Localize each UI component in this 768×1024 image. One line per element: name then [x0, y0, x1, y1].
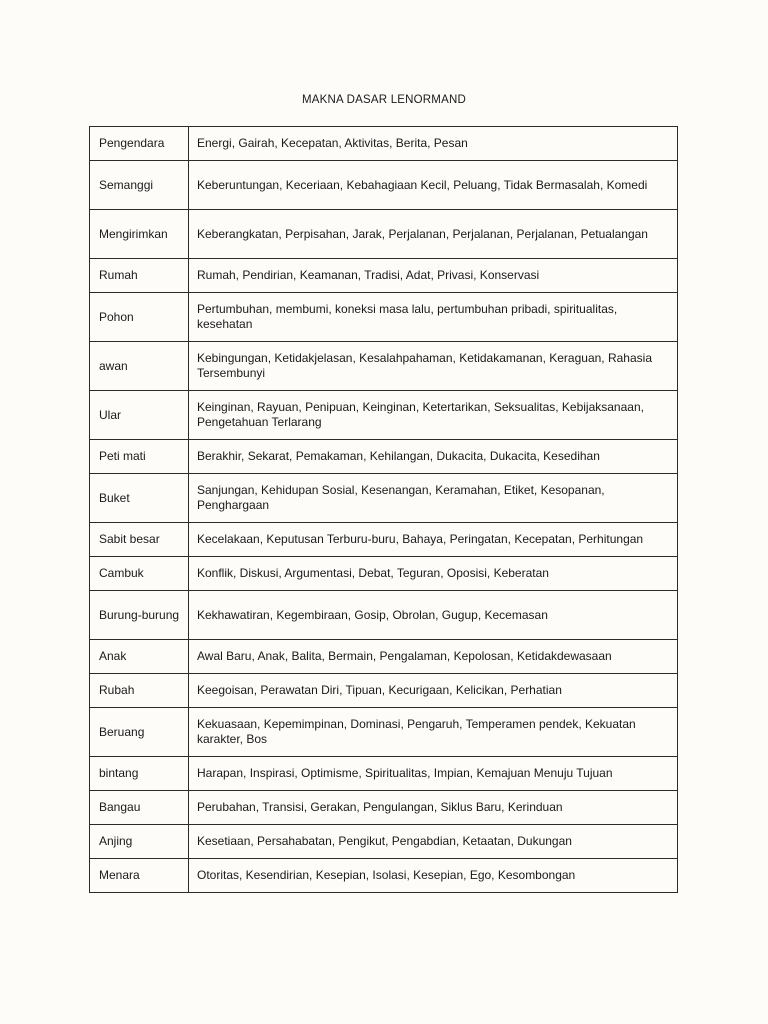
- table-row: [90, 127, 678, 161]
- card-meaning-cell: Sanjungan, Kehidupan Sosial, Kesenangan, Keramahan, Etiket, Kesopanan, Penghargaan: [189, 474, 678, 523]
- card-meaning-cell: Keberuntungan, Keceriaan, Kebahagiaan Kecil, Peluang, Tidak Bermasalah, Komedi: [189, 161, 678, 210]
- card-meaning-cell: Keberangkatan, Perpisahan, Jarak, Perjalanan, Perjalanan, Perjalanan, Petualangan: [189, 210, 678, 259]
- table-row: [90, 440, 678, 474]
- card-meaning-cell: Kebingungan, Ketidakjelasan, Kesalahpahaman, Ketidakamanan, Keraguan, Rahasia Tersembunyi: [189, 342, 678, 391]
- card-meaning-cell: Perubahan, Transisi, Gerakan, Pengulangan, Siklus Baru, Kerinduan: [189, 791, 678, 825]
- card-name-cell: Rubah: [90, 674, 189, 708]
- card-meaning-cell: Rumah, Pendirian, Keamanan, Tradisi, Adat, Privasi, Konservasi: [189, 259, 678, 293]
- card-meaning-cell: Awal Baru, Anak, Balita, Bermain, Pengalaman, Kepolosan, Ketidakdewasaan: [189, 640, 678, 674]
- table-row: [90, 161, 678, 210]
- table-row: [90, 293, 678, 342]
- table-row: [90, 391, 678, 440]
- table-row: [90, 825, 678, 859]
- lenormand-meanings-table: [89, 126, 678, 893]
- card-name-cell: Mengirimkan: [90, 210, 189, 259]
- card-name-cell: Pengendara: [90, 127, 189, 161]
- card-name-cell: Ular: [90, 391, 189, 440]
- table-row: [90, 259, 678, 293]
- card-name-cell: Anak: [90, 640, 189, 674]
- table-row: [90, 474, 678, 523]
- table-row: [90, 640, 678, 674]
- card-meaning-cell: Otoritas, Kesendirian, Kesepian, Isolasi, Kesepian, Ego, Kesombongan: [189, 859, 678, 893]
- table-row: [90, 557, 678, 591]
- card-name-cell: Rumah: [90, 259, 189, 293]
- table-row: [90, 708, 678, 757]
- page-title: MAKNA DASAR LENORMAND: [302, 94, 466, 106]
- table-row: [90, 791, 678, 825]
- card-meaning-cell: Berakhir, Sekarat, Pemakaman, Kehilangan, Dukacita, Dukacita, Kesedihan: [189, 440, 678, 474]
- card-name-cell: Buket: [90, 474, 189, 523]
- table-row: [90, 210, 678, 259]
- table-row: [90, 757, 678, 791]
- card-name-cell: Burung-burung: [90, 591, 189, 640]
- card-meaning-cell: Kekuasaan, Kepemimpinan, Dominasi, Pengaruh, Temperamen pendek, Kekuatan karakter, Bos: [189, 708, 678, 757]
- card-meaning-cell: Konflik, Diskusi, Argumentasi, Debat, Teguran, Oposisi, Keberatan: [189, 557, 678, 591]
- card-name-cell: Semanggi: [90, 161, 189, 210]
- card-name-cell: Peti mati: [90, 440, 189, 474]
- card-meaning-cell: Kecelakaan, Keputusan Terburu-buru, Bahaya, Peringatan, Kecepatan, Perhitungan: [189, 523, 678, 557]
- card-meaning-cell: Harapan, Inspirasi, Optimisme, Spiritualitas, Impian, Kemajuan Menuju Tujuan: [189, 757, 678, 791]
- card-meaning-cell: Keegoisan, Perawatan Diri, Tipuan, Kecurigaan, Kelicikan, Perhatian: [189, 674, 678, 708]
- card-name-cell: bintang: [90, 757, 189, 791]
- card-name-cell: Beruang: [90, 708, 189, 757]
- card-meaning-cell: Pertumbuhan, membumi, koneksi masa lalu, pertumbuhan pribadi, spiritualitas, kesehatan: [189, 293, 678, 342]
- card-meaning-cell: Kesetiaan, Persahabatan, Pengikut, Pengabdian, Ketaatan, Dukungan: [189, 825, 678, 859]
- card-meaning-cell: Energi, Gairah, Kecepatan, Aktivitas, Berita, Pesan: [189, 127, 678, 161]
- card-name-cell: Pohon: [90, 293, 189, 342]
- card-name-cell: awan: [90, 342, 189, 391]
- table-row: [90, 591, 678, 640]
- card-name-cell: Anjing: [90, 825, 189, 859]
- card-name-cell: Menara: [90, 859, 189, 893]
- table-row: [90, 674, 678, 708]
- card-name-cell: Bangau: [90, 791, 189, 825]
- table-row: [90, 342, 678, 391]
- card-meaning-cell: Keinginan, Rayuan, Penipuan, Keinginan, Ketertarikan, Seksualitas, Kebijaksanaan, Pengetahuan Terlarang: [189, 391, 678, 440]
- card-name-cell: Sabit besar: [90, 523, 189, 557]
- card-meaning-cell: Kekhawatiran, Kegembiraan, Gosip, Obrolan, Gugup, Kecemasan: [189, 591, 678, 640]
- card-name-cell: Cambuk: [90, 557, 189, 591]
- table-row: [90, 859, 678, 893]
- table-row: [90, 523, 678, 557]
